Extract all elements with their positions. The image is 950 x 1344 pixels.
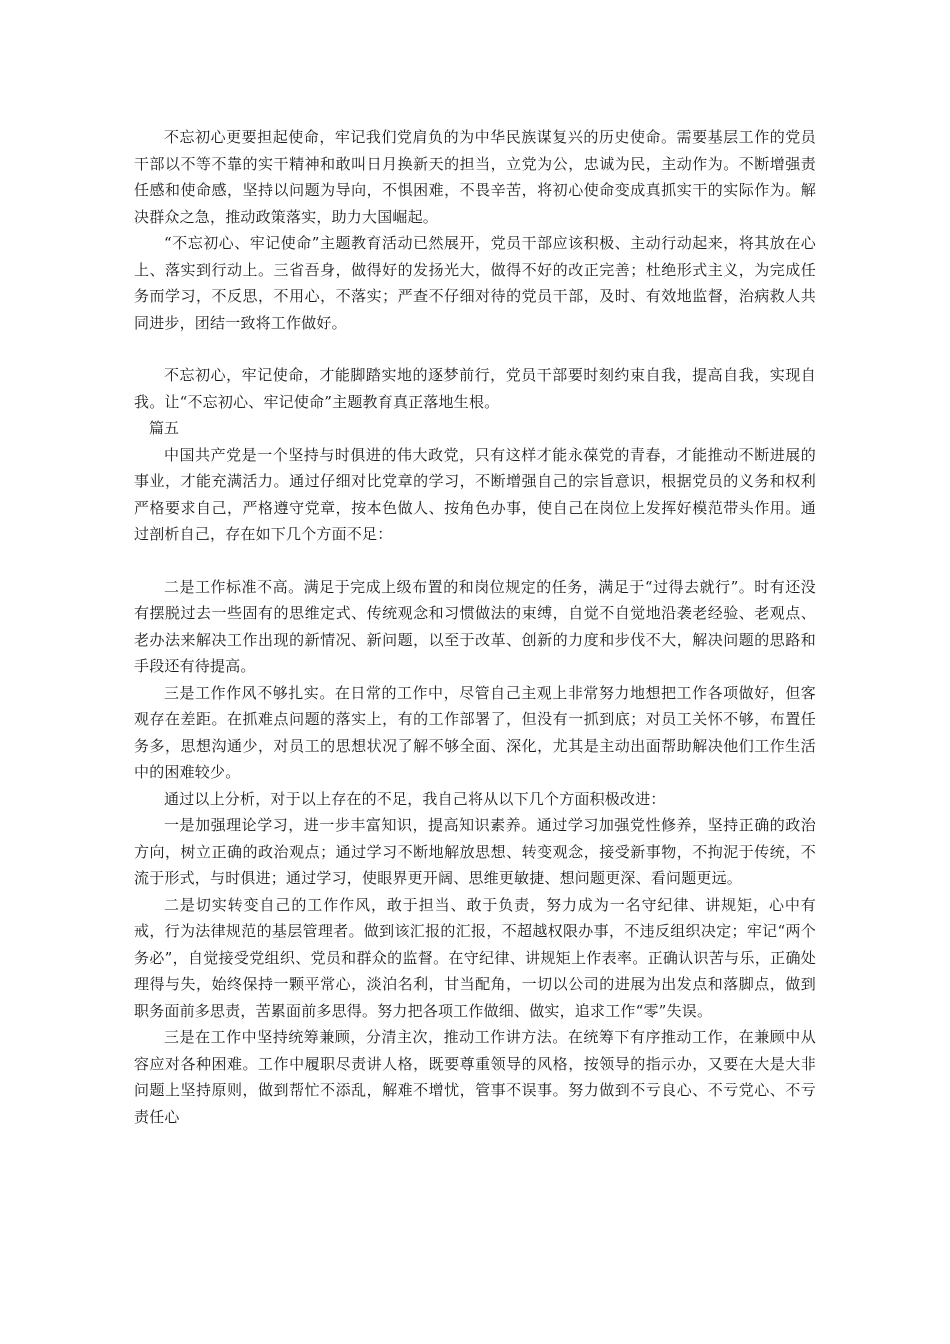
paragraph-spacer xyxy=(134,548,816,574)
paragraph-mission: 不忘初心更要担起使命，牢记我们党肩负的为中华民族谋复兴的历史使命。需要基层工作的党员干部以不等不靠的实干精神和敢叫日月换新天的担当，立党为公，忠诚为民，主动作为。不断增强责任感和使命感，坚持以问题为导向，不惧困难，不畏辛苦，将初心使命变成真抓实干的实际作为。解决群众之急，推动政策落实，助力大国崛起。 xyxy=(134,128,816,226)
paragraph-spacer xyxy=(134,336,816,362)
paragraph-theme-education: “不忘初心、牢记使命”主题教育活动已然展开，党员干部应该积极、主动行动起来，将其放在心上、落实到行动上。三省吾身，做得好的发扬光大，做得不好的改正完善；杜绝形式主义，为完成任务而学习，不反思，不用心，不落实；严查不仔细对待的党员干部，及时、有效地监督，治病救人共同进步，团结一致将工作做好。 xyxy=(134,234,816,332)
paragraph-party-intro: 中国共产党是一个坚持与时俱进的伟大政党，只有这样才能永葆党的青春，才能推动不断进展的事业，才能充满活力。通过仔细对比党章的学习，不断增强自己的宗旨意识，根据党员的义务和权利严格要求自己，严格遵守党章，按本色做人、按角色办事，使自己在岗位上发挥好模范带头作用。通过剖析自己，存在如下几个方面不足： xyxy=(134,445,816,543)
paragraph-shortcoming-three: 三是工作作风不够扎实。在日常的工作中，尽管自己主观上非常努力地想把工作各项做好，但客观存在差距。在抓难点问题的落实上，有的工作部署了，但没有一抓到底；对员工关怀不够，布置任务多，思想沟通少，对员工的思想状况了解不够全面、深化，尤其是主动出面帮助解决他们工作生活中的困难较少。 xyxy=(134,683,816,781)
paragraph-shortcoming-two: 二是工作标准不高。满足于完成上级布置的和岗位规定的任务，满足于“过得去就行”。时有还没有摆脱过去一些固有的思维定式、传统观念和习惯做法的束缚，自觉不自觉地沿袭老经验、老观点、老办法来解决工作出现的新情况、新问题，以至于改革、创新的力度和步伐不大，解决问题的思路和手段还有待提高。 xyxy=(134,577,816,675)
paragraph-improvement-three: 三是在工作中坚持统筹兼顾，分清主次，推动工作讲方法。在统筹下有序推动工作，在兼顾中从容应对各种困难。工作中履职尽责讲人格，既要尊重领导的风格，按领导的指示办，又要在大是大非问题上坚持原则，做到帮忙不添乱，解难不增忧，管事不误事。努力做到不亏良心、不亏党心、不亏责任心 xyxy=(134,1028,816,1126)
paragraph-improvement-intro: 通过以上分析，对于以上存在的不足，我自己将从以下几个方面积极改进： xyxy=(164,789,666,808)
document-body xyxy=(134,124,816,1130)
section-heading-part-five: 篇五 xyxy=(149,419,180,437)
paragraph-improvement-one: 一是加强理论学习，进一步丰富知识，提高知识素养。通过学习加强党性修养，坚持正确的政治方向，树立正确的政治观点；通过学习不断地解放思想、转变观念，接受新事物，不拘泥于传统，不流于形式，与时俱进；通过学习，使眼界更开阔、思维更敏捷、想问题更深、看问题更远。 xyxy=(134,816,816,887)
paragraph-improvement-two: 二是切实转变自己的工作作风，敢于担当、敢于负责，努力成为一名守纪律、讲规矩，心中有戒，行为法律规范的基层管理者。做到该汇报的汇报，不超越权限办事，不违反组织决定；牢记“两个务必”，自觉接受党组织、党员和群众的监督。在守纪律、讲规矩上作表率。正确认识苦与乐，正确处理得与失，始终保持一颗平常心，淡泊名利，甘当配角，一切以公司的进展为出发点和落脚点，做到职务面前多思责，苦累面前多思得。努力把各项工作做细、做实，追求工作“零”失误。 xyxy=(134,895,816,1020)
paragraph-original-aspiration: 不忘初心，牢记使命，才能脚踏实地的逐梦前行，党员干部要时刻约束自我，提高自我，实现自我。让“不忘初心、牢记使命”主题教育真正落地生根。 xyxy=(134,366,816,411)
